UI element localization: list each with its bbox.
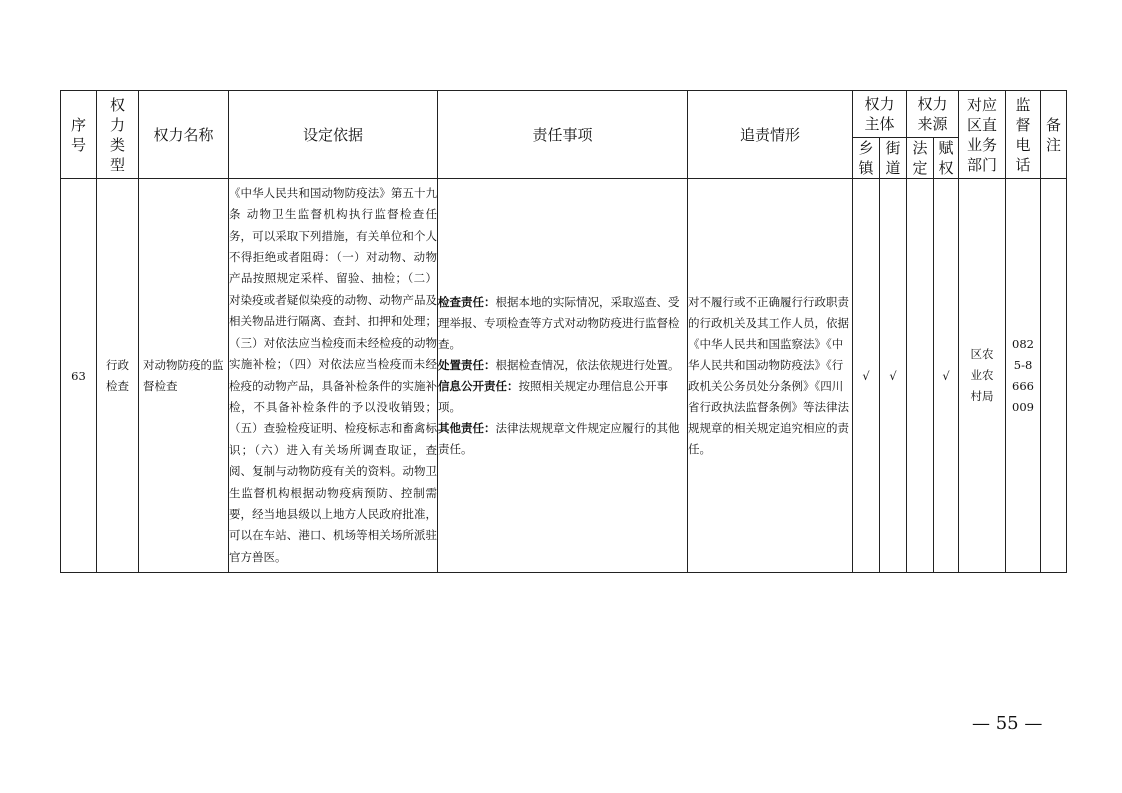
header-department: 对应 区直 业务 部门 — [959, 91, 1006, 179]
cell-responsibility — [438, 179, 688, 573]
check-mark-town: √ — [853, 179, 880, 573]
resp-item-other: 其他责任：法律法规规章文件规定应履行的其他责任。 — [438, 420, 680, 456]
cell-seq: 63 — [61, 179, 97, 573]
cell-remark — [1041, 179, 1067, 573]
cell-phone: 082 5-8 666 009 — [1006, 179, 1041, 573]
header-power-subject: 权力 主体 — [853, 91, 907, 138]
resp-item-disclosure: 信息公开责任：按照相关规定办理信息公开事项。 — [438, 378, 668, 414]
cell-power-type: 行政 检查 — [97, 179, 139, 573]
power-list-table — [60, 90, 1067, 573]
cell-source-legal — [907, 179, 934, 573]
cell-accountability: 对不履行或不正确履行行政职责的行政机关及其工作人员，依据《中华人民共和国监察法》《中华人民共和国动物防疫法》《行政机关公务员处分条例》《四川省行政执法监督条例》等法律法规规章的相关规定追究相应的责任。 — [688, 179, 853, 573]
resp-item-inspection: 检查责任：根据本地的实际情况，采取巡查、受理举报、专项检查等方式对动物防疫进行监督检查。 — [438, 294, 680, 351]
header-responsibility: 责任事项 — [438, 91, 688, 179]
check-mark-street: √ — [880, 179, 907, 573]
header-power-type: 权 力 类 型 — [97, 91, 139, 179]
header-phone: 监 督 电 话 — [1006, 91, 1041, 179]
header-remark: 备 注 — [1041, 91, 1067, 179]
header-power-source: 权力 来源 — [907, 91, 959, 138]
resp-item-disposal: 处置责任：根据检查情况，依法依规进行处置。 — [438, 357, 680, 372]
table-row — [61, 179, 1067, 573]
header-power-name: 权力名称 — [139, 91, 229, 179]
header-accountability: 追责情形 — [688, 91, 853, 179]
header-subject-town: 乡 镇 — [853, 138, 880, 179]
check-mark-granted: √ — [934, 179, 959, 573]
cell-basis: 《中华人民共和国动物防疫法》第五十九条 动物卫生监督机构执行监督检查任务，可以采取下列措施，有关单位和个人不得拒绝或者阻碍：（一）对动物、动物产品按照规定采样、留验、抽检；（二）对染疫或者疑似染疫的动物、动物产品及相关物品进行隔离、查封、扣押和处理；（三）对依法应当检疫而未经检疫的动物实施补检；（四）对依法应当检疫而未经检疫的动物产品，具备补检条件的实施补检，不具备补检条件的予以没收销毁；（五）查验检疫证明、检疫标志和畜禽标识；（六）进入有关场所调查取证，查阅、复制与动物防疫有关的资料。动物卫生监督机构根据动物疫病预防、控制需要，经当地县级以上地方人民政府批准，可以在车站、港口、机场等相关场所派驻官方兽医。 — [229, 179, 438, 573]
cell-department: 区农 业农 村局 — [959, 179, 1006, 573]
header-source-legal: 法 定 — [907, 138, 934, 179]
header-basis: 设定依据 — [229, 91, 438, 179]
header-row-1 — [61, 91, 1067, 138]
header-source-granted: 赋 权 — [934, 138, 959, 179]
header-seq: 序 号 — [61, 91, 97, 179]
header-subject-street: 街 道 — [880, 138, 907, 179]
cell-power-name: 对动物防疫的监督检查 — [139, 179, 229, 573]
page-number: — 55 — — [972, 713, 1043, 734]
